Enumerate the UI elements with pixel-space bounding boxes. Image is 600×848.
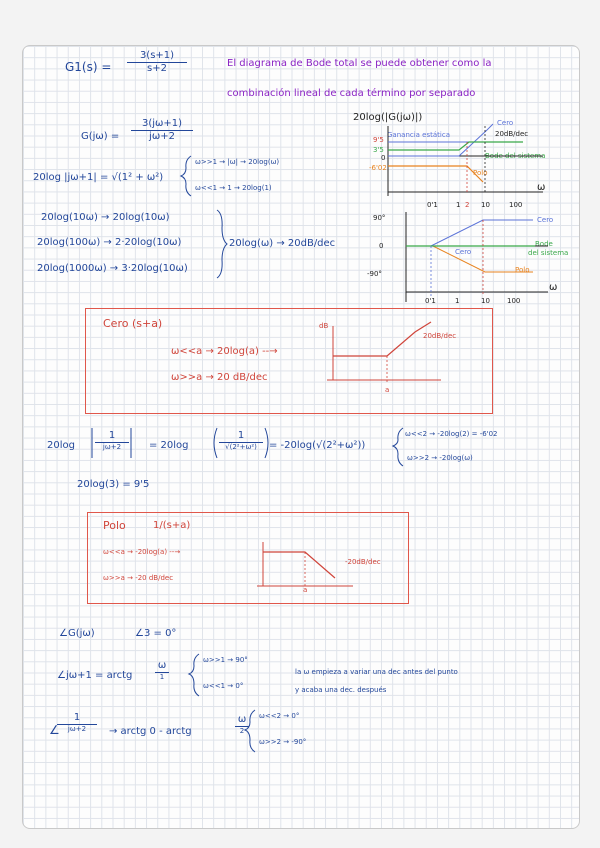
decade-result: 20log(ω) → 20dB/dec [229, 238, 336, 249]
polo-mag-low: ω<<2 → -20log(2) = -6'02 [405, 430, 498, 438]
plot2-x-100: 100 [507, 297, 521, 305]
plot2-x-1: 1 [455, 297, 460, 305]
polo-mag-num: 1 [95, 430, 129, 443]
phase-note-2: y acaba una dec. después [295, 686, 387, 694]
phase-pole-high: ω>>2 → -90° [259, 738, 307, 746]
brace-phase-zero [189, 654, 199, 696]
plot1-x-0-1: 0'1 [427, 201, 438, 209]
gjw-numerator: 3(jω+1) [131, 118, 193, 131]
brace-polo-mag [393, 428, 403, 466]
plot2-y-0: 0 [379, 242, 384, 250]
phase-pole-num-2: ω [235, 714, 249, 727]
phase-note-1: la ω empieza a variar una dec antes del punto [295, 668, 458, 676]
decade-line-3: 20log(1000ω) → 3·20log(10ω) [37, 263, 188, 274]
phase-zero-den: 1 [159, 673, 165, 681]
plot2-bode-label: Bode [535, 240, 553, 248]
mag-low-freq: ω<<1 → 1 → 20log(1) [195, 184, 272, 192]
polo-title: Polo [103, 519, 126, 532]
plot1-y-6-02: -6'02 [369, 164, 387, 172]
brace-decades [217, 210, 227, 278]
plot1-x-2: 2 [465, 201, 470, 209]
plot2-polo-phase [406, 246, 533, 272]
paren-left [214, 428, 217, 458]
mag-high-freq: ω>>1 → |ω| → 20log(ω) [195, 158, 280, 166]
plot1-polo-label: Polo [473, 169, 488, 177]
cero-db-label: dB [319, 322, 329, 330]
intro-line-2: combinación lineal de cada término por separado [227, 88, 476, 99]
log3-value: 20log(3) = 9'5 [77, 479, 150, 490]
polo-mag-rhs: = -20log(√(2²+ω²)) [269, 440, 366, 451]
cero-a-label: a [385, 386, 390, 394]
plot1-bode-label: Bode del sistema [485, 152, 546, 160]
paren-right [265, 428, 268, 458]
gjw-lhs: G(jω) = [81, 131, 120, 142]
plot1-title: 20log(|G(jω)|) [353, 112, 423, 123]
decade-line-2: 20log(100ω) → 2·20log(10ω) [37, 237, 182, 248]
polo-sketch-line [263, 552, 335, 578]
phase-pole-low: ω<<2 → 0° [259, 712, 300, 720]
polo-mag-num-2: 1 [219, 430, 263, 443]
plot1-omega-label: ω [537, 182, 546, 193]
polo-high-freq: ω>>a → -20 dB/dec [103, 574, 174, 582]
brace-phase-pole [245, 710, 255, 752]
plot1-cero-label: Cero [497, 119, 514, 127]
phase-pole-mid: → arctg 0 - arctg [109, 726, 192, 737]
plot1-slope-label: 20dB/dec [495, 130, 529, 138]
plot2-cero-label-2: Cero [455, 248, 472, 256]
polo-mag-den: jω+2 [102, 443, 122, 451]
plot2-bode-label-2: del sistema [528, 249, 569, 257]
plot1-y-9-5: 9'5 [373, 136, 384, 144]
polo-low-freq: ω<<a → -20log(a) --→ [103, 548, 181, 556]
polo-mag-den-2: √(2²+ω²) [225, 443, 257, 451]
plot2-y-90: 90° [373, 214, 386, 222]
plot1-x-100: 100 [509, 201, 523, 209]
gjw-denominator: jω+2 [149, 131, 175, 142]
phase-pole-den: jω+2 [67, 725, 87, 733]
mag-equation: 20log |jω+1| = √(1² + ω²) [33, 172, 164, 183]
plot2-x-0-1: 0'1 [425, 297, 436, 305]
decade-line-1: 20log(10ω) → 20log(10ω) [41, 212, 170, 223]
phase-zero-lhs: ∠jω+1 = arctg [57, 670, 133, 681]
g1-denominator: s+2 [147, 63, 167, 74]
phase-g: ∠G(jω) [59, 628, 95, 639]
phase-zero-num: ω [155, 660, 169, 673]
intro-line-1: El diagrama de Bode total se puede obtener como la [227, 58, 492, 69]
polo-a-label: a [303, 586, 308, 594]
sketch-layer [23, 46, 579, 828]
plot1-polo-line [388, 166, 483, 182]
polo-mag-lhs: 20log [47, 440, 75, 451]
plot2-cero-label: Cero [537, 216, 554, 224]
polo-title-fraction: 1/(s+a) [153, 520, 191, 531]
plot1-cero-line [388, 124, 493, 156]
cero-title: Cero (s+a) [103, 317, 163, 330]
notebook-page [22, 45, 580, 829]
phase-const: ∠3 = 0° [135, 628, 177, 639]
cero-low-freq: ω<<a → 20log(a) --→ [171, 346, 278, 357]
plot1-y-3-5: 3'5 [373, 146, 384, 154]
g1-lhs: G1(s) = [65, 60, 112, 74]
plot1-x-10: 10 [481, 201, 490, 209]
polo-mag-high: ω>>2 → -20log(ω) [407, 454, 473, 462]
phase-pole-angle: ∠ [49, 723, 60, 737]
phase-pole-den-2: 2 [239, 727, 245, 735]
plot2-omega-label: ω [549, 282, 558, 293]
cero-sketch-line [333, 322, 431, 356]
phase-zero-high: ω>>1 → 90° [203, 656, 248, 664]
cero-high-freq: ω>>a → 20 dB/dec [171, 372, 268, 383]
g1-numerator: 3(s+1) [127, 50, 187, 63]
plot2-x-10: 10 [481, 297, 490, 305]
plot1-y-0: 0 [381, 154, 386, 162]
cero-slope-label: 20dB/dec [423, 332, 457, 340]
brace-mag [181, 156, 191, 196]
polo-mag-mid: = 20log [149, 440, 189, 451]
phase-zero-low: ω<<1 → 0° [203, 682, 244, 690]
polo-slope-label: -20dB/dec [345, 558, 381, 566]
plot2-polo-label: Polo [515, 266, 530, 274]
plot1-bode-line [388, 142, 523, 150]
plot2-y-minus90: -90° [367, 270, 382, 278]
plot1-ganancia-label: Ganancia estática [387, 131, 450, 139]
phase-pole-num: 1 [57, 712, 97, 725]
plot1-x-1: 1 [456, 201, 461, 209]
plot2-cero-phase [406, 220, 533, 246]
